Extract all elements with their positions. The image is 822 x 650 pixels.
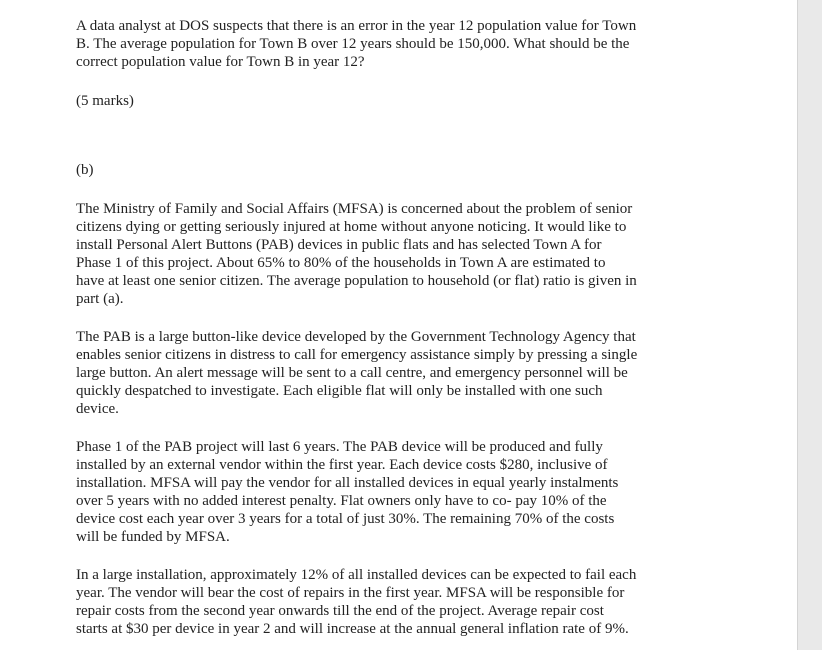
right-gutter bbox=[797, 0, 822, 650]
marks-label bbox=[76, 92, 688, 110]
text-line: device. bbox=[76, 401, 119, 417]
text-line: Phase 1 of this project. About 65% to 80% of the households in Town A are estimated to bbox=[76, 255, 606, 271]
text-line: Phase 1 of the PAB project will last 6 years. The PAB device will be produced and fully bbox=[76, 439, 603, 455]
text-line: will be funded by MFSA. bbox=[76, 529, 230, 545]
text-line: The Ministry of Family and Social Affairs (MFSA) is concerned about the problem of senior bbox=[76, 201, 633, 217]
document-content bbox=[76, 17, 688, 638]
text-line: installation. MFSA will pay the vendor for all installed devices in equal yearly instalments bbox=[76, 475, 619, 491]
text-line: starts at $30 per device in year 2 and will increase at the annual general inflation rate of 9%. bbox=[76, 621, 629, 637]
text-line: (b) bbox=[76, 162, 94, 178]
text-line: correct population value for Town B in year 12? bbox=[76, 54, 365, 70]
text-line: device cost each year over 3 years for a total of just 30%. The remaining 70% of the costs bbox=[76, 511, 615, 527]
text-line: install Personal Alert Buttons (PAB) devices in public flats and has selected Town A for bbox=[76, 237, 602, 253]
text-line: year. The vendor will bear the cost of repairs in the first year. MFSA will be responsible for bbox=[76, 585, 625, 601]
text-line: A data analyst at DOS suspects that there is an error in the year 12 population value for Town bbox=[76, 18, 637, 34]
text-line: large button. An alert message will be sent to a call centre, and emergency personnel will be bbox=[76, 365, 628, 381]
question-paragraph bbox=[76, 17, 688, 71]
text-line: installed by an external vendor within the first year. Each device costs $280, inclusive of bbox=[76, 457, 608, 473]
text-line: B. The average population for Town B over 12 years should be 150,000. What should be the bbox=[76, 36, 630, 52]
text-line: quickly despatched to investigate. Each eligible flat will only be installed with one such bbox=[76, 383, 603, 399]
phase-paragraph bbox=[76, 438, 688, 546]
installation-paragraph bbox=[76, 566, 688, 638]
text-line: have at least one senior citizen. The average population to household (or flat) ratio is given in bbox=[76, 273, 637, 289]
text-line: In a large installation, approximately 12% of all installed devices can be expected to fail each bbox=[76, 567, 637, 583]
text-line: over 5 years with no added interest penalty. Flat owners only have to co- pay 10% of the bbox=[76, 493, 607, 509]
part-label bbox=[76, 161, 688, 179]
text-line: The PAB is a large button-like device developed by the Government Technology Agency that bbox=[76, 329, 636, 345]
text-line: citizens dying or getting seriously injured at home without anyone noticing. It would like to bbox=[76, 219, 627, 235]
text-line: enables senior citizens in distress to call for emergency assistance simply by pressing a single bbox=[76, 347, 638, 363]
pab-paragraph bbox=[76, 328, 688, 418]
mfsa-paragraph bbox=[76, 200, 688, 308]
text-line: part (a). bbox=[76, 291, 124, 307]
text-line: (5 marks) bbox=[76, 93, 134, 109]
text-line: repair costs from the second year onwards till the end of the project. Average repair cost bbox=[76, 603, 604, 619]
